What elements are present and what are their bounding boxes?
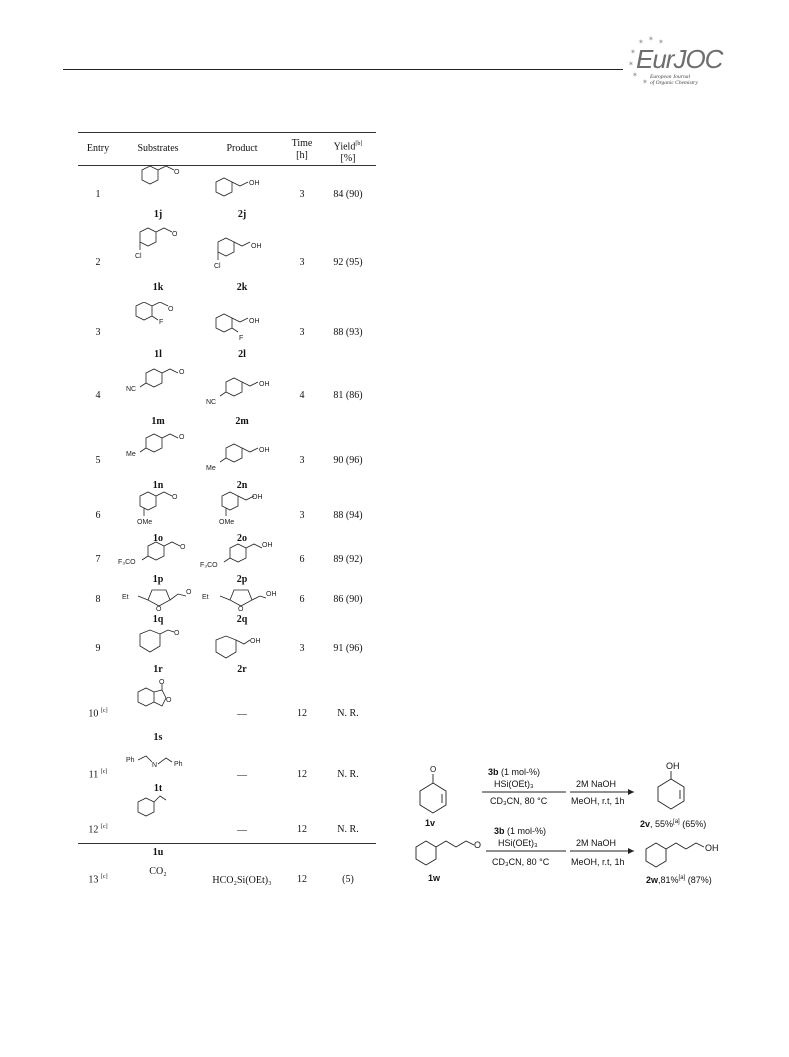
svg-text:F₃CO: F₃CO — [118, 559, 136, 566]
cinnamaldehyde-ring — [416, 841, 436, 865]
r1-workup: 2M NaOH — [576, 779, 617, 789]
r1-workup-conditions: MeOH, r.t, 1h — [571, 796, 625, 806]
row-entry: 2 — [95, 257, 101, 268]
substrate-1p-structure — [118, 540, 198, 570]
substrate-1j-structure — [130, 166, 190, 194]
row-substrate-label: 1l — [154, 349, 162, 360]
row-yield: 86 (90) — [333, 594, 363, 605]
svg-text:O: O — [168, 306, 174, 313]
label-1v: 1v — [425, 818, 436, 828]
row-substrate-label: 1u — [152, 847, 164, 858]
row-entry: 13 [c] — [88, 874, 108, 886]
row-product-label: 2n — [236, 480, 248, 491]
row-product: — — [237, 709, 247, 720]
header-rule — [63, 69, 623, 70]
label-1w: 1w — [428, 873, 441, 883]
substrate-1l-structure — [128, 302, 188, 334]
svg-text:OH: OH — [266, 591, 277, 598]
row-yield: 88 (94) — [333, 510, 363, 521]
row-entry: 3 — [95, 327, 101, 338]
logo-subtitle: European Journal of Organic Chemistry — [650, 74, 698, 86]
row-product: HCO₂Si(OEt)₃ — [212, 875, 272, 886]
reaction-1 — [420, 761, 706, 829]
svg-text:OH: OH — [259, 381, 270, 388]
svg-text:N: N — [152, 762, 158, 769]
row-yield: N. R. — [337, 824, 359, 835]
svg-text:O: O — [159, 679, 165, 686]
substrate-1t-structure — [124, 752, 194, 772]
r2-reagent: 3b (1 mol-%) — [494, 826, 547, 836]
product-2k-structure — [212, 236, 272, 274]
r1-reagent: 3b (1 mol-%) — [488, 767, 541, 777]
table-bottom-rule — [78, 843, 376, 844]
row-time: 3 — [299, 189, 305, 200]
row-product-label: 2j — [237, 209, 247, 220]
cinnamaldehyde-oxygen: O — [474, 840, 482, 850]
row-time: 12 — [297, 824, 307, 835]
row-product-label: 2q — [236, 614, 248, 625]
row-time: 12 — [297, 769, 307, 780]
row-substrate-label: 1o — [153, 533, 163, 544]
cinnamyl-alcohol-ring — [646, 843, 666, 867]
row-entry: 8 — [95, 594, 101, 605]
row-entry: 7 — [95, 554, 101, 565]
row-yield: 81 (86) — [333, 390, 363, 401]
header-product: Product — [226, 143, 258, 154]
row-yield: 91 (96) — [333, 643, 363, 654]
row-yield: 84 (90) — [333, 189, 363, 200]
svg-text:O: O — [186, 589, 192, 596]
row-product-label: 2r — [237, 664, 247, 675]
r2-workup-conditions: MeOH, r.t, 1h — [571, 857, 625, 867]
row-substrate-label: 1q — [152, 614, 164, 625]
product-2q-structure — [200, 584, 280, 612]
row-time: 3 — [299, 643, 305, 654]
product-2j-structure — [212, 176, 272, 204]
product-2m-structure — [204, 374, 276, 408]
svg-text:O: O — [179, 434, 185, 441]
header-time: Time [h] — [291, 138, 313, 161]
svg-text:Et: Et — [122, 594, 129, 601]
row-product: — — [237, 825, 247, 836]
row-product-label: 2k — [236, 282, 248, 293]
row-product-label: 2o — [237, 533, 247, 544]
row-entry: 6 — [95, 510, 101, 521]
svg-text:NC: NC — [126, 386, 137, 393]
svg-text:Cl: Cl — [135, 253, 142, 260]
r1-conditions: CD₃CN, 80 °C — [490, 796, 548, 806]
reaction-2 — [416, 826, 719, 885]
svg-text:O: O — [172, 231, 178, 238]
svg-text:OMe: OMe — [137, 519, 153, 526]
svg-text:O: O — [172, 494, 178, 501]
row-substrate: CO₂ — [149, 866, 167, 877]
substrate-1q-structure — [118, 584, 198, 612]
row-product: — — [237, 770, 247, 781]
logo-wordmark: EurJOC — [636, 44, 723, 74]
row-substrate-label: 1j — [153, 209, 163, 220]
row-time: 3 — [299, 257, 305, 268]
row-substrate-label: 1r — [153, 664, 163, 675]
svg-text:OH: OH — [251, 243, 262, 250]
svg-text:O: O — [166, 697, 172, 704]
product-2o-structure — [212, 490, 272, 530]
svg-text:OH: OH — [252, 494, 263, 501]
r2-conditions: CD₃CN, 80 °C — [492, 857, 550, 867]
row-substrate-label: 1n — [152, 480, 164, 491]
table-top-rule — [78, 132, 376, 133]
row-time: 6 — [299, 594, 305, 605]
journal-logo: ✶ ✶ ✶ ✶ ✶ ✶ ✶ EurJOC European Journal of Organic Chemistry — [628, 35, 723, 86]
row-substrate-label: 1m — [151, 416, 165, 427]
row-substrate-label: 1t — [153, 783, 163, 794]
row-entry: 11 [c] — [88, 769, 108, 781]
svg-text:O: O — [179, 369, 185, 376]
substrate-1o-structure — [130, 490, 190, 530]
row-entry: 12 [c] — [88, 824, 108, 836]
r1-silane: HSi(OEt)₃ — [494, 779, 534, 789]
svg-text:Ph: Ph — [174, 761, 183, 768]
header-entry: Entry — [86, 143, 110, 154]
svg-text:OH: OH — [250, 638, 261, 645]
row-time: 3 — [299, 510, 305, 521]
row-substrate-label: 1p — [152, 574, 164, 585]
row-yield: N. R. — [337, 769, 359, 780]
reaction-scheme — [378, 755, 778, 930]
row-entry: 5 — [95, 455, 101, 466]
r2-workup: 2M NaOH — [576, 838, 617, 848]
substrate-1n-structure — [124, 430, 194, 462]
row-substrate-label: 1k — [152, 282, 164, 293]
row-yield: 92 (95) — [333, 257, 363, 268]
product-2n-structure — [204, 440, 276, 474]
svg-text:Me: Me — [126, 451, 136, 458]
svg-text:O: O — [174, 169, 180, 176]
row-time: 3 — [299, 327, 305, 338]
row-time: 6 — [299, 554, 305, 565]
product-2r-structure — [212, 630, 272, 666]
row-time: 3 — [299, 455, 305, 466]
svg-text:OH: OH — [249, 318, 260, 325]
svg-text:Ph: Ph — [126, 757, 135, 764]
row-time: 12 — [297, 874, 307, 885]
svg-text:O: O — [180, 544, 186, 551]
row-time: 4 — [299, 390, 305, 401]
cinnamyl-alcohol-hydroxyl: OH — [705, 843, 719, 853]
svg-text:OH: OH — [262, 542, 273, 549]
row-entry: 10 [c] — [88, 708, 108, 720]
svg-text:O: O — [174, 630, 180, 637]
svg-text:F: F — [159, 319, 164, 326]
svg-text:NC: NC — [206, 399, 217, 406]
substrate-1s-structure — [132, 678, 182, 720]
svg-text:Me: Me — [206, 465, 216, 472]
svg-text:OH: OH — [259, 447, 270, 454]
svg-text:O: O — [238, 606, 244, 612]
row-substrate-label: 1s — [153, 732, 163, 743]
header-yield: Yield[b] [%] — [333, 141, 363, 165]
svg-text:OMe: OMe — [219, 519, 235, 526]
row-yield: (5) — [342, 874, 354, 885]
svg-text:F₃CO: F₃CO — [200, 562, 218, 569]
svg-text:O: O — [156, 606, 162, 612]
row-yield: 89 (92) — [333, 554, 363, 565]
row-entry: 4 — [95, 390, 101, 401]
r2-product-yield: 2w,81%[a] (87%) — [646, 875, 712, 885]
svg-text:Cl: Cl — [214, 263, 221, 270]
cyclohexenone-oxygen: O — [430, 765, 437, 774]
substrate-1k-structure — [128, 226, 188, 264]
row-entry: 9 — [95, 643, 101, 654]
substrate-1u-structure — [132, 792, 182, 822]
svg-text:Et: Et — [202, 594, 209, 601]
row-product-label: 2m — [235, 416, 249, 427]
substrate-1r-structure — [130, 624, 190, 660]
row-yield: 90 (96) — [333, 455, 363, 466]
row-product-label: 2l — [238, 349, 246, 360]
product-2l-structure — [212, 312, 272, 344]
row-yield: N. R. — [337, 708, 359, 719]
header-substrates: Substrates — [137, 143, 179, 154]
cyclohexenol-hydroxyl: OH — [666, 761, 680, 771]
r2-silane: HSi(OEt)₃ — [498, 838, 538, 848]
row-entry: 1 — [95, 189, 101, 200]
row-yield: 88 (93) — [333, 327, 363, 338]
product-2p-structure — [200, 540, 280, 570]
substrate-1m-structure — [124, 365, 194, 397]
row-product-label: 2p — [236, 574, 248, 585]
svg-text:F: F — [239, 335, 244, 342]
r1-product-yield: 2v, 55%[a] (65%) — [640, 819, 707, 829]
svg-text:OH: OH — [249, 180, 260, 187]
row-time: 12 — [297, 708, 307, 719]
